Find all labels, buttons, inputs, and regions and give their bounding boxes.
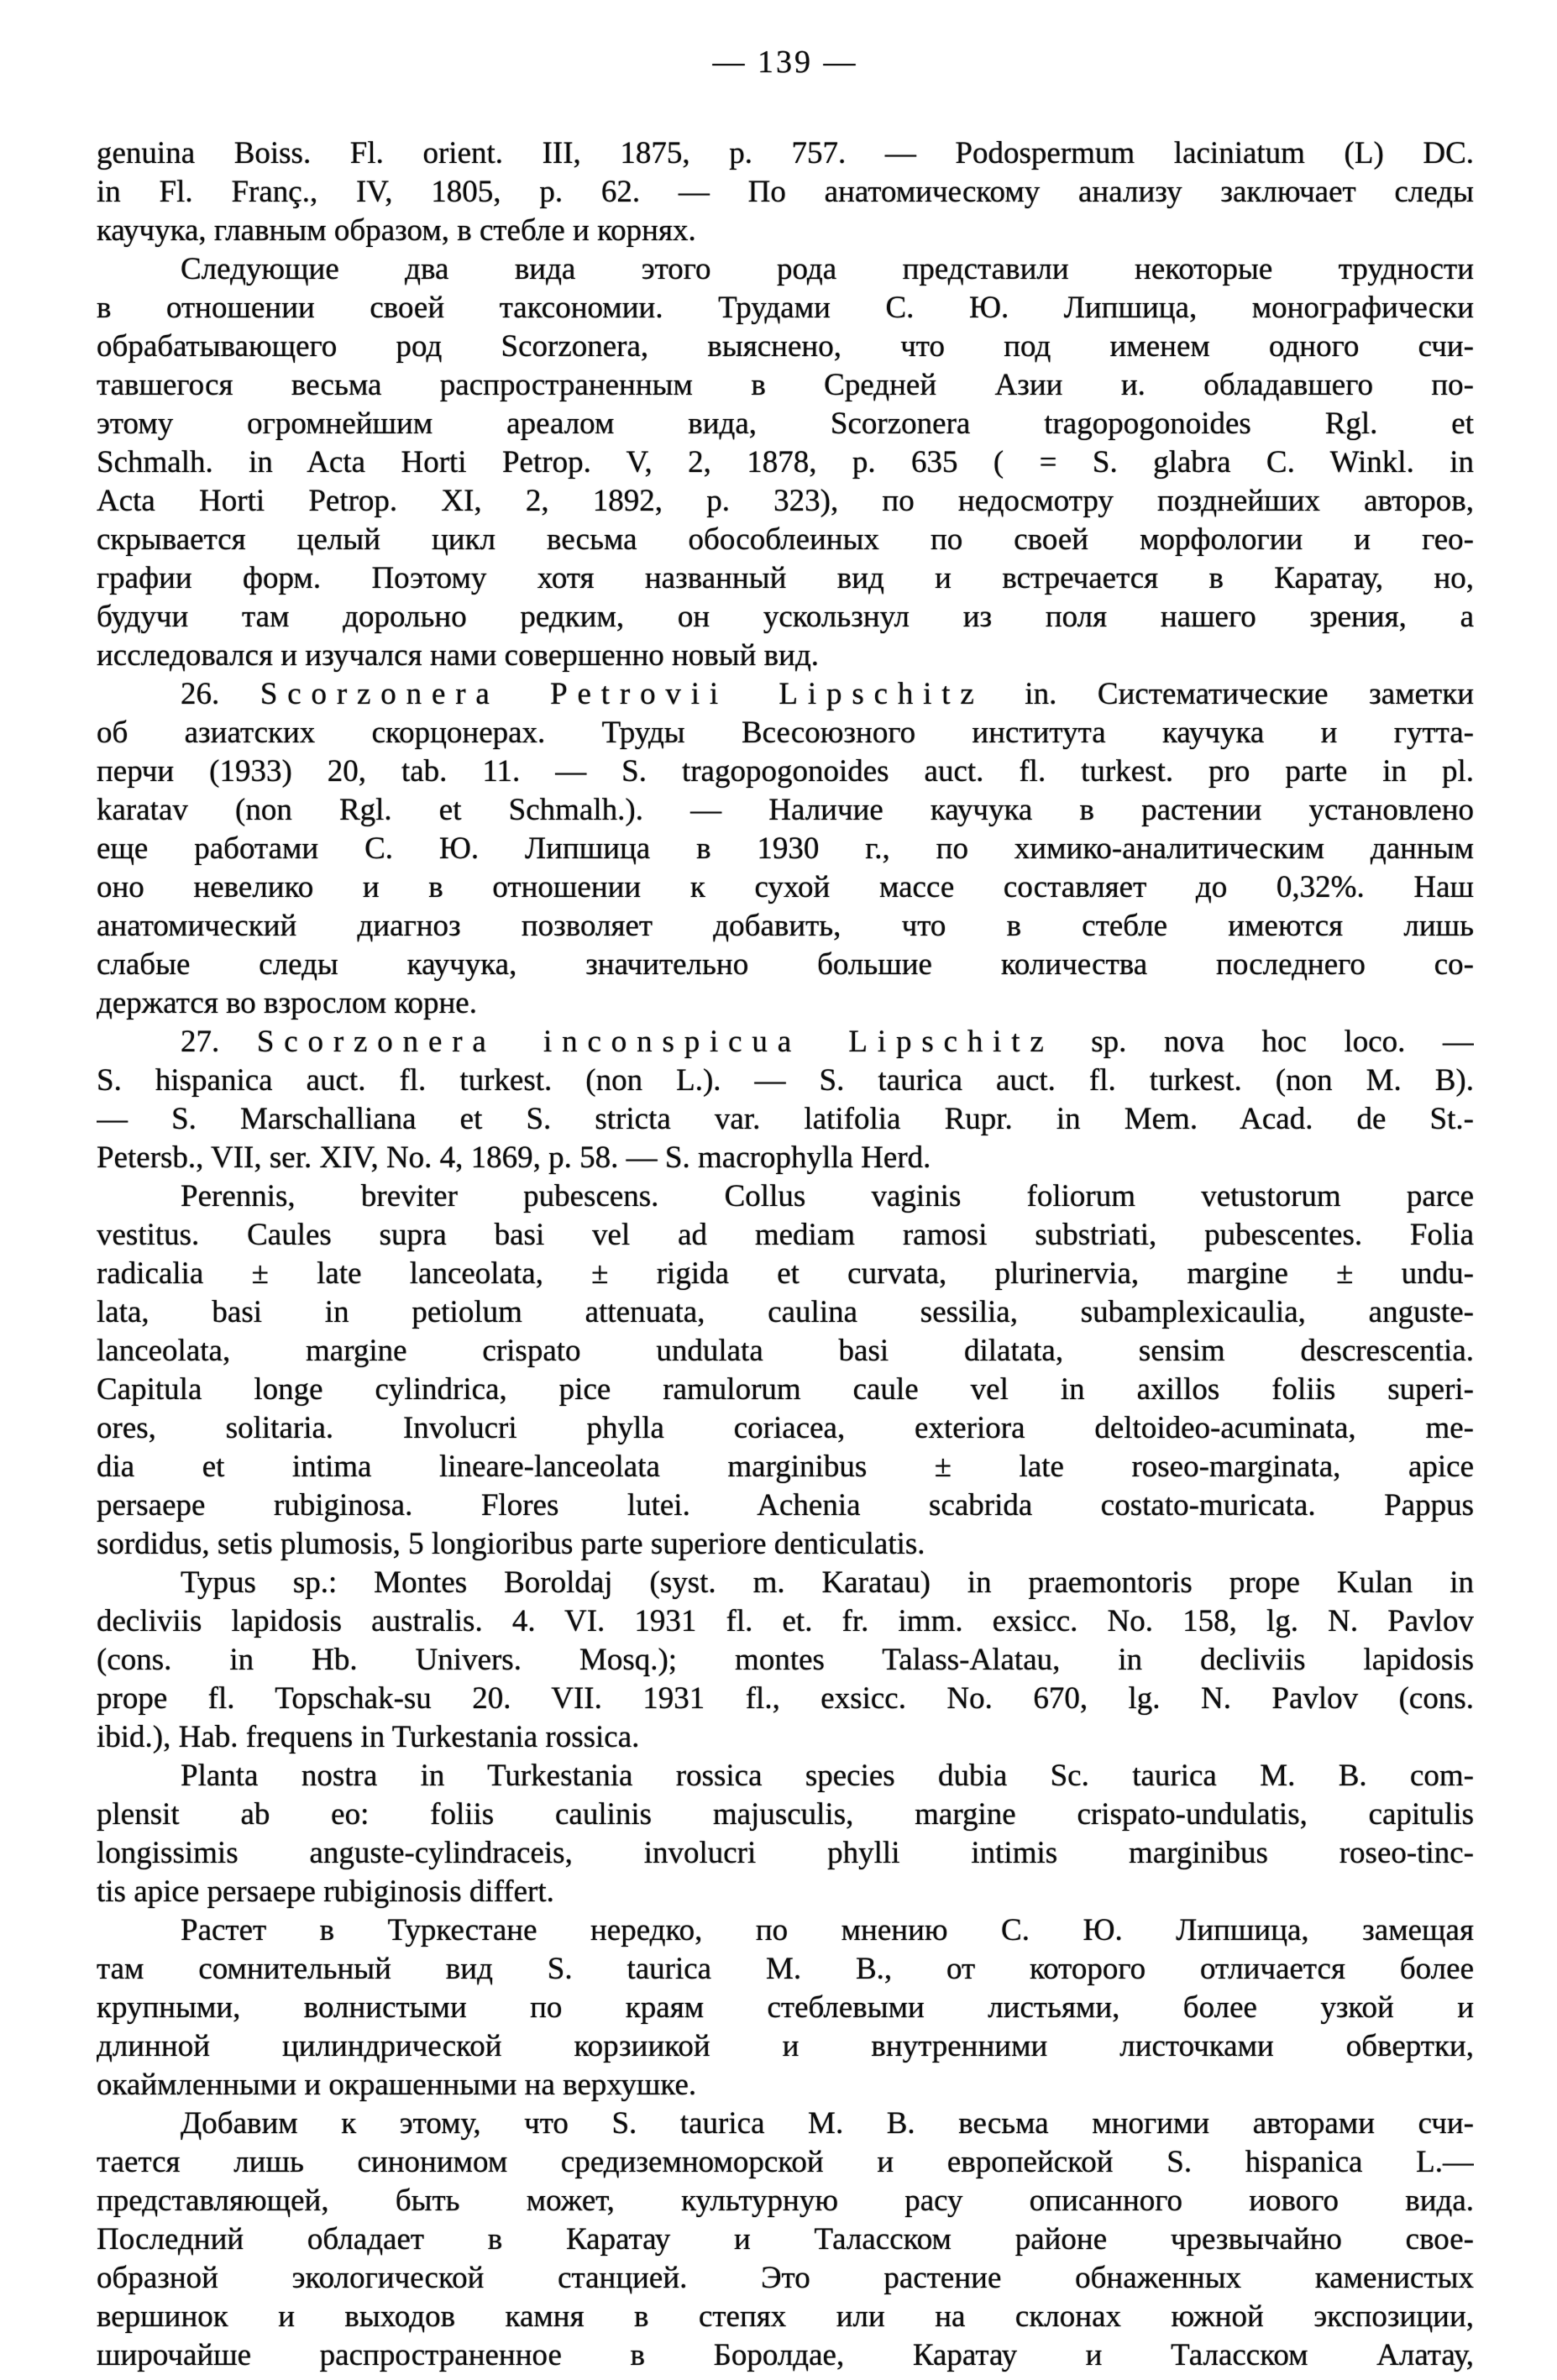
text-line [97,2259,1474,2298]
text-line [97,1834,1474,1873]
text-segment: dia et intima lineare-lanceolata marginibus ± late roseo-marginata, apice [97,1449,1474,1484]
text-line [97,1448,1474,1486]
text-segment: Acta Horti Petrop. XI, 2, 1892, p. 323), по недосмотру позднейших авторов, [97,484,1474,518]
text-segment: sp. nova hoc loco. — [1053,1025,1474,1059]
text-segment: Schmalh. in Acta Horti Petrop. V, 2, 1878, p. 635 ( = S. glabra C. Winkl. in [97,445,1474,480]
text-line [97,212,1474,250]
text-segment: ores, solitaria. Involucri phylla coriacea, exteriora deltoideo-acuminata, me- [97,1411,1474,1445]
text-line [97,1100,1474,1139]
text-segment: графии форм. Поэтому хотя названный вид и встречается в Каратау, но, [97,561,1474,595]
text-line [97,1371,1474,1409]
text-line [97,907,1474,946]
text-segment: sordidus, setis plumosis, 5 longioribus parte superiore denticulatis. [97,1527,925,1561]
text-line [97,2066,1474,2105]
page-number: — 139 — [712,45,858,80]
text-segment: будучи там дорольно редким, он ускользнул из поля нашего зрения, а [97,600,1474,634]
text-segment: еще работами С. Ю. Липшица в 1930 г., по химико-аналитическим данным [97,831,1474,866]
text-line [97,637,1474,675]
text-line [97,328,1474,366]
text-line [97,2182,1474,2220]
text-segment: radicalia ± late lanceolata, ± rigida et curvata, plurinervia, margine ± undu- [97,1256,1474,1291]
text-line [97,173,1474,212]
text-line [97,1332,1474,1371]
text-segment: оно невелико и в отношении к сухой массе составляет до 0,32%. Наш [97,870,1474,904]
text-segment: Последний обладает в Каратау и Таласском районе чрезвычайно свое- [97,2222,1474,2257]
text-line [97,443,1474,482]
text-segment: крупными, волнистыми по краям стеблевыми листьями, более узкой и [97,1990,1474,2025]
text-segment: Добавим к этому, что S. taurica M. B. весьма многими авторами счи- [181,2106,1474,2141]
text-line [97,2336,1474,2375]
text-line [97,2220,1474,2259]
text-segment: lata, basi in petiolum attenuata, caulina sessilia, subamplexicaulia, anguste- [97,1295,1474,1329]
text-line [97,521,1474,559]
text-segment: каучука, главным образом, в стебле и корнях. [97,213,696,248]
text-segment: ibid.), Hab. frequens in Turkestania rossica. [97,1720,640,1754]
text-segment: — S. Marschalliana et S. stricta var. latifolia Rupr. in Mem. Acad. de St.- [97,1102,1474,1136]
text-segment: (cons. in Hb. Univers. Mosq.); montes Talass-Alatau, in decliviis lapidosis [97,1643,1474,1677]
text-line [97,1564,1474,1602]
text-segment: вершинок и выходов камня в степях или на склонах южной экспозиции, [97,2299,1474,2334]
text-line [97,1757,1474,1795]
text-line [97,1293,1474,1332]
text-line [97,289,1474,328]
text-segment: tis apice persaepe rubiginosis differt. [97,1874,554,1909]
text-segment: Capitula longe cylindrica, pice ramulorum caule vel in axillos foliis superi- [97,1372,1474,1407]
text-segment: Растет в Туркестане нередко, по мнению С. Ю. Липшица, замещая [181,1913,1474,1948]
text-line [97,2143,1474,2182]
text-line [97,598,1474,637]
species-name: Scorzonera Petrovii Lipschitz [260,677,984,711]
page-body-text [97,134,1474,2375]
text-line [97,366,1474,405]
text-segment: представляющей, быть может, культурную расу описанного иового вида. [97,2183,1474,2218]
text-line [97,1409,1474,1448]
text-segment: слабые следы каучука, значительно большие количества последнего со- [97,947,1474,982]
text-segment: в отношении своей таксономии. Трудами С. Ю. Липшица, монографически [97,291,1474,325]
text-line [97,714,1474,752]
text-line [97,1795,1474,1834]
text-line [97,1139,1474,1177]
text-line [97,1486,1474,1525]
text-line [97,946,1474,984]
text-line [97,1255,1474,1293]
text-line [97,559,1474,598]
text-segment: широчайше распространенное в Боролдае, Каратау и Таласском Алатау, [97,2338,1474,2372]
text-segment: держатся во взрослом корне. [97,986,477,1020]
text-segment: Perennis, breviter pubescens. Collus vaginis foliorum vetustorum parce [181,1179,1474,1214]
text-segment: prope fl. Topschak-su 20. VII. 1931 fl., exsicc. No. 670, lg. N. Pavlov (cons. [97,1681,1474,1716]
text-line [97,1525,1474,1564]
text-line [97,1873,1474,1911]
species-name: Scorzonera inconspicua Lipschitz [256,1025,1054,1059]
text-line [97,791,1474,830]
text-segment: об азиатских скорцонерах. Труды Всесоюзного института каучука и гутта- [97,716,1474,750]
text-segment: 27. [181,1025,257,1059]
text-line [97,482,1474,521]
text-line [97,2105,1474,2143]
text-line [97,2298,1474,2336]
text-line [97,1216,1474,1255]
text-segment: перчи (1933) 20, tab. 11. — S. tragopogonoides auct. fl. turkest. pro parte in pl. [97,754,1474,789]
text-segment: S. hispanica auct. fl. turkest. (non L.). — S. taurica auct. fl. turkest. (non M. B). [97,1063,1474,1098]
text-segment: Следующие два вида этого рода представили некоторые трудности [181,252,1474,286]
text-line [97,1062,1474,1100]
text-segment: karatav (non Rgl. et Schmalh.). — Наличие каучука в растении установлено [97,793,1474,827]
text-segment: тавшегося весьма распространенным в Средней Азии и. обладавшего по- [97,368,1474,402]
text-line [97,1023,1474,1062]
text-segment: decliviis lapidosis australis. 4. VI. 1931 fl. et. fr. imm. exsicc. No. 158, lg. N. Pavlov [97,1604,1474,1638]
text-line [97,830,1474,868]
text-segment: образной экологической станцией. Это растение обнаженных каменистых [97,2261,1474,2295]
text-line [97,134,1474,173]
text-segment: vestitus. Caules supra basi vel ad mediam ramosi substriati, pubescentes. Folia [97,1218,1474,1252]
text-line [97,984,1474,1023]
text-line [97,1911,1474,1950]
text-line [97,1641,1474,1680]
text-segment: persaepe rubiginosa. Flores lutei. Achenia scabrida costato-muricata. Pappus [97,1488,1474,1523]
text-segment: окаймленными и окрашенными на верхушке. [97,2068,697,2102]
text-line [97,250,1474,289]
text-segment: там сомнительный вид S. taurica M. B., от которого отличается более [97,1952,1474,1986]
text-line [97,1602,1474,1641]
text-segment: обрабатывающего род Scorzonera, выяснено, что под именем одного счи- [97,329,1474,364]
text-line [97,675,1474,714]
text-segment: этому огромнейшим ареалом вида, Scorzonera tragopogonoides Rgl. et [97,406,1474,441]
text-line [97,752,1474,791]
text-line [97,1950,1474,1989]
text-segment: длинной цилиндрической корзиикой и внутренними листочками обвертки, [97,2029,1474,2063]
text-segment: Typus sp.: Montes Boroldaj (syst. m. Karatau) in praemontoris prope Kulan in [181,1565,1474,1600]
text-line [97,1989,1474,2027]
text-segment: Petersb., VII, ser. XIV, No. 4, 1869, p. 58. — S. macrophylla Herd. [97,1140,931,1175]
text-line [97,1177,1474,1216]
text-segment: in. Систематические заметки [983,677,1474,711]
text-segment: longissimis anguste-cylindraceis, involucri phylli intimis marginibus roseo-tinc- [97,1836,1474,1870]
text-segment: анатомический диагноз позволяет добавить, что в стебле имеются лишь [97,909,1474,943]
text-segment: Planta nostra in Turkestania rossica species dubia Sc. taurica M. B. com- [181,1759,1474,1793]
text-line [97,1718,1474,1757]
text-line [97,2027,1474,2066]
text-segment: скрывается целый цикл весьма обособлеиных по своей морфологии и гео- [97,522,1474,557]
text-segment: lanceolata, margine crispato undulata basi dilatata, sensim descrescentia. [97,1334,1474,1368]
text-segment: plensit ab eo: foliis caulinis majusculis, margine crispato-undulatis, capitulis [97,1797,1474,1832]
text-segment: in Fl. Franç., IV, 1805, p. 62. — По анатомическому анализу заключает следы [97,175,1474,209]
text-segment: тается лишь синонимом средиземноморской и европейской S. hispanica L.— [97,2145,1474,2179]
text-segment: 26. [181,677,260,711]
text-line [97,1680,1474,1718]
text-line [97,868,1474,907]
text-segment: исследовался и изучался нами совершенно новый вид. [97,638,820,673]
text-segment: genuina Boiss. Fl. orient. III, 1875, p. 757. — Podospermum laciniatum (L) DC. [97,136,1474,170]
text-line [97,405,1474,443]
